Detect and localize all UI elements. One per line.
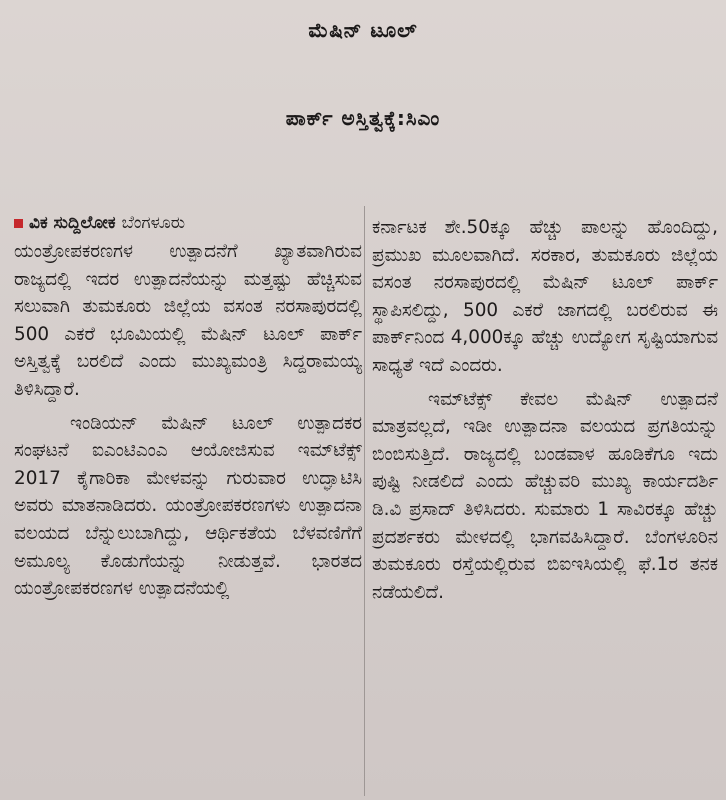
column-divider <box>364 206 365 796</box>
article-column-left <box>14 210 362 609</box>
byline <box>14 210 362 236</box>
article-paragraph: ಇಮ್‌ಟೆಕ್ಸ್ ಕೇವಲ ಮೆಷಿನ್ ಉತ್ಪಾದನೆ ಮಾತ್ರವಲ್ಲದೆ, ಇಡೀ ಉತ್ಪಾದನಾ ವಲಯದ ಪ್ರಗತಿಯನ್ನು ಬಿಂಬಿಸುತ್ತಿದೆ. ರಾಜ್ಯದಲ್ಲಿ ಬಂಡವಾಳ ಹೂಡಿಕೆಗೂ ಇದು ಪುಷ್ಟಿ ನೀಡಲಿದೆ ಎಂದು ಹೆಚ್ಚುವರಿ ಮುಖ್ಯ ಕಾರ್ಯದರ್ಶಿ ಡಿ.ವಿ ಪ್ರಸಾದ್ ತಿಳಿಸಿದರು. ಸುಮಾರು 1 ಸಾವಿರಕ್ಕೂ ಹೆಚ್ಚು ಪ್ರದರ್ಶಕರು ಮೇಳದಲ್ಲಿ ಭಾಗವಹಿಸಿದ್ದಾರೆ. ಬೆಂಗಳೂರಿನ ತುಮಕೂರು ರಸ್ತೆಯಲ್ಲಿರುವ ಬಿಐಇಸಿಯಲ್ಲಿ ಫೆ.1ರ ತನಕ ನಡೆಯಲಿದೆ. <box>372 388 718 603</box>
byline-bullet-icon <box>14 219 23 228</box>
article-paragraph: ಕರ್ನಾಟಕ ಶೇ.50ಕ್ಕೂ ಹೆಚ್ಚು ಪಾಲನ್ನು ಹೊಂದಿದ್ದು, ಪ್ರಮುಖ ಮೂಲವಾಗಿದೆ. ಸರಕಾರ, ತುಮಕೂರು ಜಿಲ್ಲೆಯ ವಸಂತ ನರಸಾಪುರದಲ್ಲಿ ಮೆಷಿನ್ ಟೂಲ್ ಪಾರ್ಕ್ ಸ್ಥಾಪಿಸಲಿದ್ದು, 500 ಎಕರೆ ಜಾಗದಲ್ಲಿ ಬರಲಿರುವ ಈ ಪಾರ್ಕ್‌ನಿಂದ 4,000ಕ್ಕೂ ಹೆಚ್ಚು ಉದ್ಯೋಗ ಸೃಷ್ಟಿಯಾಗುವ ಸಾಧ್ಯತೆ ಇದೆ ಎಂದರು. <box>372 217 718 376</box>
headline-line-2: ಪಾರ್ಕ್ ಅಸ್ತಿತ್ವಕ್ಕೆ:ಸಿಎಂ <box>285 106 441 130</box>
byline-brand: ವಿಕ ಸುದ್ದಿಲೋಕ <box>29 213 116 233</box>
article-column-right <box>372 214 718 612</box>
headline-line-1: ಮೆಷಿನ್ ಟೂಲ್ <box>308 18 418 42</box>
article-paragraph: ಇಂಡಿಯನ್ ಮೆಷಿನ್ ಟೂಲ್ ಉತ್ಪಾದಕರ ಸಂಘಟನೆ ಐಎಂಟಿಎಂಎ ಆಯೋಜಿಸುವ ಇಮ್‌ಟೆಕ್ಸ್ 2017 ಕೈಗಾರಿಕಾ ಮೇಳವನ್ನು ಗುರುವಾರ ಉದ್ಘಾಟಿಸಿ ಅವರು ಮಾತನಾಡಿದರು. ಯಂತ್ರೋಪಕರಣಗಳು ಉತ್ಪಾದನಾ ವಲಯದ ಬೆನ್ನುಲುಬಾಗಿದ್ದು, ಆರ್ಥಿಕತೆಯ ಬೆಳವಣಿಗೆಗೆ ಅಮೂಲ್ಯ ಕೊಡುಗೆಯನ್ನು ನೀಡುತ್ತವೆ. ಭಾರತದ ಯಂತ್ರೋಪಕರಣಗಳ ಉತ್ಪಾದನೆಯಲ್ಲಿ <box>14 412 362 600</box>
byline-place: ಬೆಂಗಳೂರು <box>121 213 186 233</box>
article-paragraph: ಯಂತ್ರೋಪಕರಣಗಳ ಉತ್ಪಾದನೆಗೆ ಖ್ಯಾತವಾಗಿರುವ ರಾಜ್ಯದಲ್ಲಿ ಇದರ ಉತ್ಪಾದನೆಯನ್ನು ಮತ್ತಷ್ಟು ಹೆಚ್ಚಿಸುವ ಸಲುವಾಗಿ ತುಮಕೂರು ಜಿಲ್ಲೆಯ ವಸಂತ ನರಸಾಪುರದಲ್ಲಿ 500 ಎಕರೆ ಭೂಮಿಯಲ್ಲಿ ಮೆಷಿನ್ ಟೂಲ್ ಪಾರ್ಕ್ ಅಸ್ತಿತ್ವಕ್ಕೆ ಬರಲಿದೆ ಎಂದು ಮುಖ್ಯಮಂತ್ರಿ ಸಿದ್ದರಾಮಯ್ಯ ತಿಳಿಸಿದ್ದಾರೆ. <box>14 241 362 400</box>
